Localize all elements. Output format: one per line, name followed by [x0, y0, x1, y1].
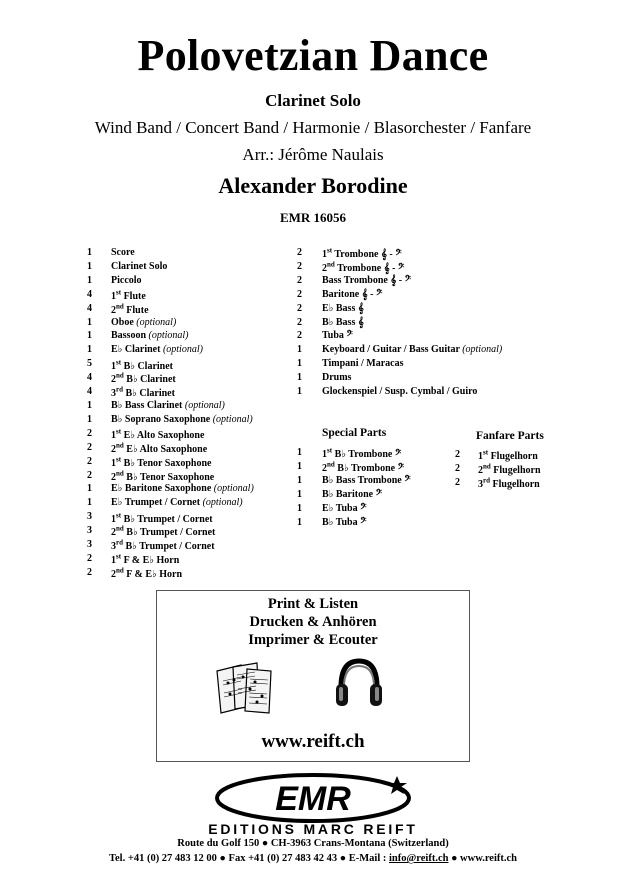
part-name-text: Timpani / Maracas: [322, 358, 404, 370]
part-name-text: Bass Trombone 𝄞 - 𝄢: [322, 274, 412, 286]
part-name: [478, 477, 540, 490]
optional-note: (optional): [162, 344, 203, 356]
part-name-text: 1st B♭ Trombone 𝄢: [322, 447, 402, 461]
headphones-icon: [335, 657, 383, 711]
part-quantity: 1: [297, 460, 302, 472]
part-quantity: 1: [297, 372, 302, 384]
part-quantity: 2: [455, 462, 460, 474]
part-name-text: 2nd B♭ Tenor Saxophone: [111, 469, 215, 483]
part-name: [322, 475, 411, 486]
part-quantity: 2: [297, 288, 302, 300]
part-quantity: 1: [297, 447, 302, 458]
part-quantity: 2: [87, 427, 92, 439]
part-name-text: 1st B♭ Tenor Saxophone: [111, 455, 212, 469]
part-quantity: 4: [87, 288, 92, 300]
part-quantity: 1: [87, 344, 92, 356]
part-quantity: 3: [87, 525, 92, 537]
part-quantity: 2: [87, 469, 92, 481]
part-name-text: 2nd E♭ Alto Saxophone: [111, 441, 208, 456]
catalog-number: EMR 16056: [279, 210, 347, 225]
part-quantity: 4: [87, 372, 92, 384]
part-name-text: Piccolo: [111, 274, 142, 286]
part-name: [322, 489, 382, 500]
part-quantity: 4: [87, 302, 92, 314]
part-name-text: 2nd F & E♭ Horn: [111, 566, 183, 581]
part-name: [322, 289, 382, 300]
part-quantity: 1: [297, 474, 302, 486]
part-name: [111, 330, 189, 341]
part-name-text: Glockenspiel / Susp. Cymbal / Guiro: [322, 386, 478, 398]
optional-note: (optional): [148, 330, 189, 342]
part-name: [111, 470, 214, 483]
part-name-text: 3rd Flugelhorn: [478, 476, 540, 491]
part-name-text: 1st Flute: [111, 288, 146, 303]
part-name-text: E♭ Clarinet: [111, 344, 161, 356]
publisher-address: Route du Golf 150 ● CH-3963 Crans-Montana (Switzerland): [177, 838, 449, 849]
part-name: [111, 317, 176, 328]
part-quantity: 2: [297, 302, 302, 314]
optional-note: (optional): [462, 344, 503, 356]
part-name-text: 3rd B♭ Clarinet: [111, 386, 175, 400]
publisher-name: EDITIONS MARC REIFT: [208, 821, 418, 837]
part-name-text: 2nd B♭ Trombone 𝄢: [322, 460, 405, 475]
part-quantity: 5: [87, 358, 92, 370]
part-name: [111, 303, 149, 316]
part-name-text: B♭ Soprano Saxophone: [111, 413, 211, 425]
part-name: [478, 449, 538, 462]
part-name: [111, 372, 176, 385]
part-name: [111, 275, 142, 286]
part-name: [322, 386, 477, 397]
website-link[interactable]: www.reift.ch: [261, 731, 365, 752]
part-name: [322, 461, 404, 474]
part-name: [322, 344, 502, 355]
contact-phone-fax: Tel. +41 (0) 27 483 12 00 ● Fax +41 (0) 27 483 42 43 ● E-Mail :: [108, 853, 390, 864]
sheet-music-icon: [215, 661, 275, 716]
part-name: [322, 503, 367, 514]
part-name-text: B♭ Bass Trombone 𝄢: [322, 474, 411, 486]
part-quantity: 1: [297, 502, 302, 514]
part-name-text: E♭ Tuba 𝄢: [322, 502, 367, 514]
part-name-text: 2nd B♭ Trumpet / Cornet: [111, 525, 216, 539]
optional-note: (optional): [202, 497, 243, 509]
composer: Alexander Borodine: [218, 173, 408, 198]
part-quantity: 1: [87, 330, 92, 342]
part-quantity: 1: [87, 316, 92, 328]
part-name: [111, 414, 253, 425]
part-name-text: 1st E♭ Alto Saxophone: [111, 427, 205, 442]
part-name: [111, 247, 135, 258]
part-name-text: 2nd B♭ Clarinet: [111, 372, 176, 386]
part-quantity: 3: [87, 511, 92, 523]
part-quantity: 1: [297, 516, 302, 528]
part-name-text: 2nd Flute: [111, 302, 149, 316]
part-name-text: 3rd B♭ Trumpet / Cornet: [111, 539, 215, 553]
part-name-text: Bassoon: [111, 330, 147, 342]
part-quantity: 1: [297, 344, 302, 356]
contact-website: ● www.reift.ch: [448, 853, 518, 864]
part-name: [111, 511, 213, 524]
part-quantity: 4: [87, 386, 92, 398]
part-quantity: 1: [297, 488, 302, 500]
part-name: [111, 428, 204, 441]
part-name-text: 1st F & E♭ Horn: [111, 552, 180, 567]
part-quantity: 1: [297, 386, 302, 398]
promo-line-french: Imprimer & Ecouter: [248, 632, 378, 648]
optional-note: (optional): [136, 316, 177, 328]
part-quantity: 1: [297, 358, 302, 370]
part-name-text: 1st Trombone 𝄞 - 𝄢: [322, 247, 402, 261]
part-name-text: Oboe: [111, 316, 134, 328]
page-title: Polovetzian Dance: [137, 31, 489, 80]
part-quantity: 2: [455, 449, 460, 460]
logo-text: EMR: [275, 780, 351, 818]
part-quantity: 2: [297, 330, 302, 342]
part-name-text: 1st Flugelhorn: [478, 449, 538, 463]
part-name: [111, 497, 243, 508]
solo-instrument: Clarinet Solo: [265, 91, 361, 110]
part-name-text: B♭ Baritone 𝄢: [322, 488, 383, 500]
part-quantity: 2: [87, 552, 92, 564]
fanfare-parts-title: Fanfare Parts: [476, 430, 544, 442]
part-quantity: 1: [87, 274, 92, 286]
part-name: [111, 358, 173, 371]
part-name-text: B♭ Tuba 𝄢: [322, 516, 367, 528]
part-quantity: 1: [87, 483, 92, 495]
part-name-text: B♭ Bass 𝄞: [322, 316, 364, 328]
special-parts-title: Special Parts: [322, 427, 387, 439]
arranger: Arr.: Jérôme Naulais: [242, 145, 384, 164]
part-name-text: 2nd Trombone 𝄞 - 𝄢: [322, 260, 405, 275]
part-name: [478, 463, 541, 476]
part-quantity: 2: [87, 566, 92, 578]
part-name-text: B♭ Bass Clarinet: [111, 399, 183, 411]
part-quantity: 1: [87, 399, 92, 411]
part-quantity: 2: [87, 455, 92, 467]
email-link[interactable]: info@reift.ch: [389, 853, 449, 864]
part-quantity: 2: [297, 316, 302, 328]
part-name: [111, 567, 182, 580]
part-name-text: 1st B♭ Clarinet: [111, 358, 173, 372]
part-name-text: Tuba 𝄢: [322, 330, 353, 342]
part-quantity: 1: [87, 247, 92, 258]
part-quantity: 1: [87, 413, 92, 425]
emr-logo: [207, 772, 419, 824]
part-name: [111, 539, 215, 552]
part-name-text: E♭ Baritone Saxophone: [111, 483, 212, 495]
part-quantity: 2: [297, 260, 302, 272]
part-name: [322, 303, 364, 314]
part-name-text: Baritone 𝄞 - 𝄢: [322, 288, 383, 300]
part-name: [322, 261, 404, 274]
part-name-text: E♭ Trumpet / Cornet: [111, 497, 201, 509]
part-quantity: 2: [455, 476, 460, 488]
part-name: [111, 289, 146, 302]
part-name: [322, 317, 364, 328]
promo-line-german: Drucken & Anhören: [249, 614, 377, 630]
optional-note: (optional): [212, 413, 253, 425]
part-name: [111, 483, 254, 494]
part-name: [111, 400, 225, 411]
part-name-text: 1st B♭ Trumpet / Cornet: [111, 511, 213, 525]
part-name: [111, 386, 175, 399]
publisher-contact: [0, 853, 626, 864]
optional-note: (optional): [213, 483, 254, 495]
part-name-text: Clarinet Solo: [111, 260, 168, 272]
part-quantity: 1: [87, 497, 92, 509]
promo-line-english: Print & Listen: [267, 596, 359, 612]
part-quantity: 2: [297, 274, 302, 286]
part-name: [322, 275, 411, 286]
part-quantity: 2: [297, 247, 302, 258]
print-listen-box: [156, 590, 470, 762]
part-name-text: 2nd Flugelhorn: [478, 462, 541, 477]
part-name: [111, 261, 167, 272]
optional-note: (optional): [184, 399, 225, 411]
part-quantity: 3: [87, 539, 92, 551]
part-name: [322, 247, 402, 260]
part-name: [111, 344, 203, 355]
part-name: [322, 447, 401, 460]
part-name: [111, 456, 211, 469]
part-name: [111, 442, 207, 455]
part-name-text: Drums: [322, 372, 352, 384]
part-name: [322, 358, 403, 369]
band-types: Wind Band / Concert Band / Harmonie / Blasorchester / Fanfare: [94, 118, 532, 137]
part-name-text: Keyboard / Guitar / Bass Guitar: [322, 344, 460, 356]
part-name-text: E♭ Bass 𝄞: [322, 302, 364, 314]
part-name: [322, 372, 351, 383]
part-name: [111, 553, 179, 566]
part-name: [322, 517, 367, 528]
part-name: [322, 330, 353, 341]
part-quantity: 1: [87, 260, 92, 272]
part-name: [111, 525, 215, 538]
part-name-text: Score: [111, 247, 135, 258]
part-quantity: 2: [87, 441, 92, 453]
